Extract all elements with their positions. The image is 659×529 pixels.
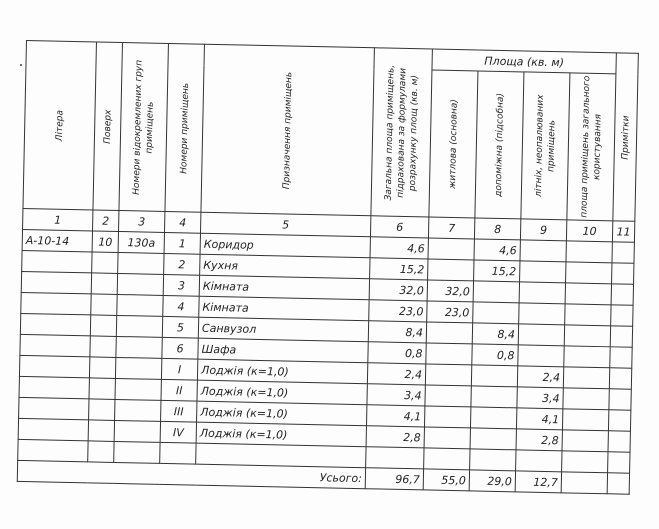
cell-prymitky <box>609 389 631 410</box>
cell-prymitky <box>611 305 633 326</box>
cell-zahalnoho <box>564 346 610 368</box>
cell-litni: 2,4 <box>517 366 563 388</box>
cell-dopomizhna: 0,8 <box>472 344 518 366</box>
header-prymitky <box>613 53 639 221</box>
cell-zahalnoho <box>566 241 612 263</box>
cell-nomer: 5 <box>162 316 198 338</box>
cell-grupa <box>114 420 160 442</box>
header-litera-text: Літера <box>54 109 66 141</box>
header-prymitky-text: Примітки <box>620 114 632 160</box>
cell-litera <box>20 334 90 356</box>
cell-grupa <box>116 315 162 337</box>
cell-prymitky <box>610 347 632 368</box>
header-poverkh-text: Поверх <box>102 109 114 144</box>
cell-total: 3,4 <box>367 384 425 406</box>
cell-nomer: III <box>161 400 197 422</box>
header-nomery-hrup <box>119 43 169 212</box>
cell-zhytlova <box>426 322 472 344</box>
header-zahalnoho-text: площа приміщень загального користування <box>578 75 604 218</box>
header-zhytlova-text: житлова (основна) <box>447 99 460 189</box>
header-zahalna <box>371 48 433 217</box>
cell-name: Лоджія (к=1,0) <box>197 380 367 405</box>
cell-zahalnoho <box>563 367 609 389</box>
cell-grupa <box>115 378 161 400</box>
cell-name: Кухня <box>200 254 370 279</box>
cell-dopomizhna: 4,6 <box>474 239 520 261</box>
header-nomery-hrup-text: Номери відокремлених груп приміщень <box>131 59 156 195</box>
column-number: 11 <box>612 221 634 242</box>
cell-poverkh <box>92 252 118 274</box>
cell-prymitky <box>612 263 634 284</box>
cell-prymitky <box>608 431 630 452</box>
header-nomery-prym <box>165 43 205 212</box>
column-number: 10 <box>566 220 612 242</box>
explication-table <box>17 40 639 495</box>
header-pryznachennia-text: Призначення приміщень <box>281 71 294 189</box>
cell-litera <box>20 313 90 335</box>
cell-zhytlova <box>426 343 472 365</box>
cell-prymitky <box>610 326 632 347</box>
cell-litni: 3,4 <box>517 387 563 409</box>
header-zahalna-text: Загальна площа приміщень, підрахована за формулами розрахунку площ (кв. м) <box>383 64 420 201</box>
cell-litni <box>518 324 564 346</box>
totals-total: 96,7 <box>365 468 423 490</box>
cell-nomer: 4 <box>163 295 199 317</box>
cell-total: 23,0 <box>369 300 427 322</box>
cell-prymitky <box>608 410 630 431</box>
header-litera <box>23 41 97 210</box>
header-pryznachennia <box>201 44 374 216</box>
column-number: 4 <box>165 211 201 233</box>
cell-litera <box>22 250 92 272</box>
cell-name: Лоджія (к=1,0) <box>197 401 367 426</box>
cell-total <box>366 447 424 469</box>
cell-litera <box>21 271 91 293</box>
cell-name: Лоджія (к=1,0) <box>197 359 367 384</box>
totals-dopomizhna: 29,0 <box>469 470 515 492</box>
cell-grupa <box>115 357 161 379</box>
header-zhytlova <box>429 70 478 218</box>
cell-litera <box>19 355 89 377</box>
totals-prymitky <box>607 473 629 494</box>
cell-litera <box>18 418 88 440</box>
column-number: 9 <box>520 219 566 241</box>
cell-nomer: IV <box>160 421 196 443</box>
cell-poverkh <box>91 273 117 295</box>
cell-dopomizhna <box>473 302 519 324</box>
cell-zahalnoho <box>566 262 612 284</box>
header-ploshcha-group: Площа (кв. м) <box>432 49 616 74</box>
cell-nomer: I <box>161 358 197 380</box>
cell-litni <box>516 450 562 472</box>
cell-poverkh <box>89 399 115 421</box>
header-poverkh <box>93 42 123 211</box>
cell-zhytlova <box>424 427 470 449</box>
cell-litera <box>21 292 91 314</box>
column-number: 7 <box>428 217 474 239</box>
column-number: 3 <box>119 210 165 232</box>
cell-grupa <box>116 336 162 358</box>
cell-litni: 4,1 <box>516 408 562 430</box>
cell-zahalnoho <box>562 430 608 452</box>
cell-litera <box>18 439 88 461</box>
cell-zhytlova <box>425 385 471 407</box>
header-row-top <box>26 41 638 75</box>
header-dopomizhna <box>475 71 524 219</box>
cell-prymitky <box>608 452 630 473</box>
cell-grupa <box>117 273 163 295</box>
cell-name: Лоджія (к=1,0) <box>196 422 366 447</box>
cell-grupa <box>117 294 163 316</box>
cell-prymitky <box>612 242 634 263</box>
cell-grupa <box>115 399 161 421</box>
cell-litni <box>519 303 565 325</box>
cell-name: Кімната <box>199 296 369 321</box>
cell-total: 4,6 <box>370 237 428 259</box>
totals-zhytlova: 55,0 <box>423 469 469 491</box>
explication-sheet <box>17 40 638 495</box>
cell-nomer: 3 <box>163 274 199 296</box>
cell-nomer <box>160 442 196 464</box>
cell-dopomizhna <box>471 386 517 408</box>
cell-zahalnoho <box>564 325 610 347</box>
cell-total: 2,4 <box>367 363 425 385</box>
column-number: 1 <box>23 208 93 230</box>
cell-prymitky <box>611 284 633 305</box>
cell-name: Санвузол <box>198 317 368 342</box>
cell-poverkh <box>88 441 114 463</box>
cell-dopomizhna <box>470 428 516 450</box>
cell-zahalnoho <box>565 304 611 326</box>
cell-litera: А-10-14 <box>22 229 92 251</box>
cell-poverkh <box>90 336 116 358</box>
cell-total: 8,4 <box>368 321 426 343</box>
cell-poverkh <box>89 357 115 379</box>
cell-litera <box>19 397 89 419</box>
cell-nomer: 2 <box>164 253 200 275</box>
cell-dopomizhna: 8,4 <box>472 323 518 345</box>
column-number: 5 <box>200 212 370 237</box>
cell-dopomizhna <box>470 449 516 471</box>
header-litni-text: літніх, неопалюваних приміщень <box>533 94 557 198</box>
cell-zhytlova <box>424 448 470 470</box>
header-litni <box>521 72 570 220</box>
cell-litni <box>520 240 566 262</box>
cell-litera <box>19 376 89 398</box>
room-rows <box>18 229 635 473</box>
cell-dopomizhna <box>473 281 519 303</box>
cell-zhytlova <box>428 238 474 260</box>
cell-dopomizhna: 15,2 <box>474 260 520 282</box>
totals-zahalnoho <box>561 472 607 494</box>
cell-zhytlova <box>424 406 470 428</box>
cell-nomer: 6 <box>162 337 198 359</box>
cell-zahalnoho <box>565 283 611 305</box>
cell-zhytlova: 32,0 <box>427 280 473 302</box>
cell-name: Коридор <box>200 233 370 258</box>
cell-total: 32,0 <box>369 279 427 301</box>
cell-total: 0,8 <box>368 342 426 364</box>
cell-litni <box>518 345 564 367</box>
cell-poverkh <box>90 315 116 337</box>
cell-prymitky <box>609 368 631 389</box>
cell-nomer: 1 <box>164 232 200 254</box>
cell-litni: 2,8 <box>516 429 562 451</box>
totals-litni: 12,7 <box>515 471 561 493</box>
header-zahalnoho <box>567 73 616 221</box>
cell-total: 4,1 <box>366 405 424 427</box>
cell-zhytlova <box>428 259 474 281</box>
cell-grupa: 130а <box>118 231 164 253</box>
cell-total: 15,2 <box>370 258 428 280</box>
cell-grupa <box>114 441 160 463</box>
cell-zhytlova <box>425 364 471 386</box>
cell-poverkh <box>91 294 117 316</box>
cell-zahalnoho <box>562 409 608 431</box>
header-dopomizhna-text: допоміжна (підсобна) <box>493 92 506 197</box>
header-nomery-prym-text: Номери приміщень <box>178 82 191 174</box>
cell-nomer: II <box>161 379 197 401</box>
column-number: 6 <box>370 216 428 238</box>
cell-dopomizhna <box>470 407 516 429</box>
cell-litni <box>520 261 566 283</box>
cell-zahalnoho <box>563 388 609 410</box>
column-number: 2 <box>93 210 119 232</box>
cell-total: 2,8 <box>366 426 424 448</box>
cell-dopomizhna <box>471 365 517 387</box>
cell-name: Кімната <box>199 275 369 300</box>
column-number: 8 <box>474 218 520 240</box>
cell-name: Шафа <box>198 338 368 363</box>
cell-poverkh <box>88 420 114 442</box>
scan-speck <box>20 64 22 66</box>
cell-zhytlova: 23,0 <box>427 301 473 323</box>
cell-zahalnoho <box>562 451 608 473</box>
totals-label: Усього: <box>17 460 365 488</box>
cell-grupa <box>118 252 164 274</box>
cell-poverkh <box>89 378 115 400</box>
cell-poverkh: 10 <box>92 231 118 253</box>
cell-litni <box>519 282 565 304</box>
